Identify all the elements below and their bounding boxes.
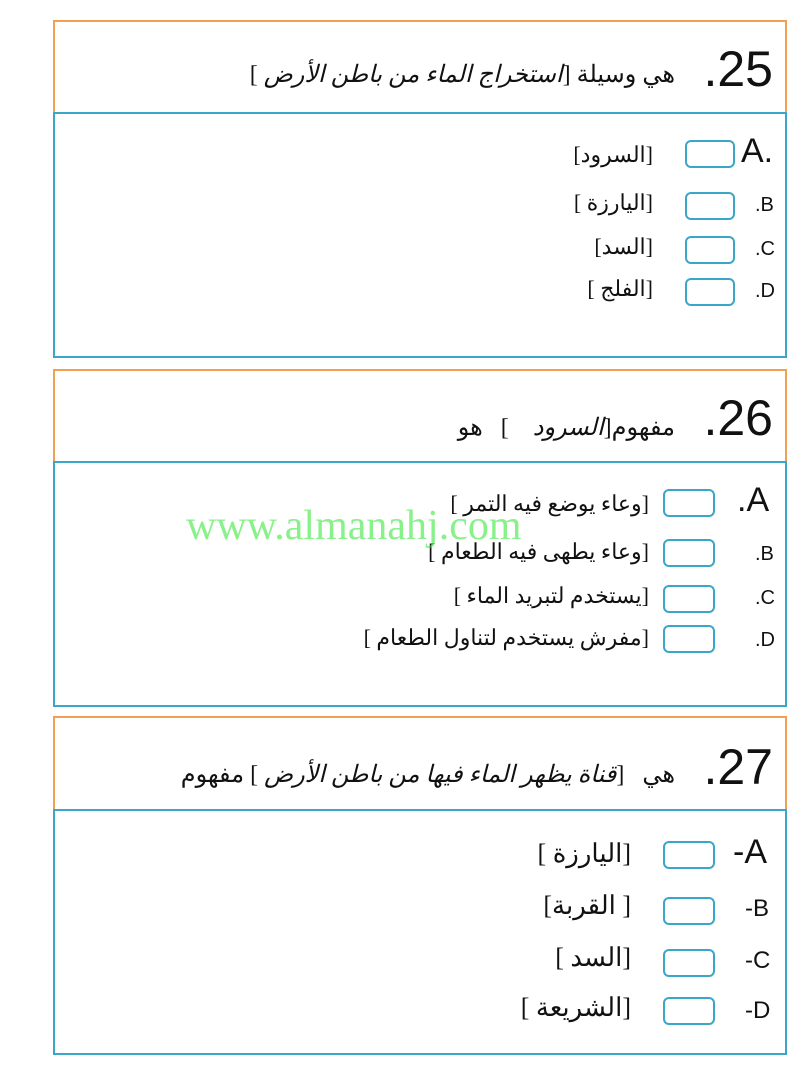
question-number: .26 (703, 390, 773, 446)
option-text: [السرود] (573, 142, 653, 167)
option-d[interactable] (55, 995, 785, 1025)
question-prefix: مفهوم (611, 415, 675, 441)
answer-checkbox[interactable] (663, 949, 715, 977)
question-emphasis: استخراج الماء من باطن الأرض (263, 62, 563, 88)
bracket-open: [ (616, 762, 625, 788)
bracket-close: ] (250, 762, 259, 788)
option-text: [وعاء يطهى فيه الطعام ] (428, 539, 649, 564)
answer-checkbox[interactable] (663, 489, 715, 517)
bracket-close: ] (249, 62, 258, 88)
option-c[interactable] (55, 234, 785, 264)
answer-checkbox[interactable] (685, 236, 735, 264)
question-text (458, 413, 675, 442)
option-label: .C (755, 238, 775, 260)
question-number: .25 (703, 41, 773, 97)
option-text: [اليارزة ] (573, 190, 653, 215)
option-text: [السد ] (555, 943, 631, 972)
question-25-header (53, 20, 787, 114)
question-27-answers (53, 809, 787, 1055)
option-label: -B (745, 895, 769, 922)
option-a[interactable] (55, 833, 785, 871)
option-d[interactable] (55, 276, 785, 306)
option-text: [اليارزة ] (537, 839, 631, 868)
answer-checkbox[interactable] (663, 897, 715, 925)
answer-checkbox[interactable] (663, 585, 715, 613)
question-suffix: مفهوم (180, 762, 245, 788)
question-emphasis: قناة يظهر الماء فيها من باطن الأرض (264, 762, 617, 788)
answer-checkbox[interactable] (663, 539, 715, 567)
option-d[interactable] (55, 625, 785, 655)
bracket-open: [ (562, 62, 571, 88)
answer-checkbox[interactable] (663, 997, 715, 1025)
option-label: .C (755, 587, 775, 609)
option-label: .B (755, 194, 774, 216)
option-text: [الفلج ] (587, 276, 653, 301)
question-prefix: هي (642, 762, 675, 788)
option-label: .B (755, 543, 774, 565)
question-26-header (53, 369, 787, 463)
answer-checkbox[interactable] (685, 192, 735, 220)
option-text: [وعاء يوضع فيه التمر ] (450, 491, 649, 516)
question-25-answers (53, 112, 787, 358)
option-text: [يستخدم لتبريد الماء ] (453, 583, 649, 608)
answer-checkbox[interactable] (685, 140, 735, 168)
watermark: www.almanahj.com (186, 503, 522, 549)
answer-checkbox[interactable] (663, 625, 715, 653)
option-label: .A (737, 481, 770, 519)
question-text (250, 60, 675, 89)
question-text (181, 760, 675, 789)
option-text: [ القربة] (543, 891, 631, 920)
option-label: A. (741, 132, 774, 170)
question-prefix: هي وسيلة (576, 62, 675, 88)
bracket-open: [ (603, 415, 612, 441)
bracket-close: ] (500, 415, 509, 441)
option-label: -D (745, 997, 771, 1024)
question-27-header (53, 716, 787, 812)
option-label: .D (755, 629, 775, 651)
option-label: .D (755, 280, 775, 302)
option-label: -A (733, 833, 767, 871)
option-b[interactable] (55, 893, 785, 923)
option-text: [الشريعة ] (520, 993, 631, 1022)
question-26-answers (53, 461, 787, 707)
question-suffix: هو (457, 415, 483, 441)
answer-checkbox[interactable] (685, 278, 735, 306)
question-number: .27 (703, 739, 773, 795)
option-text: [مفرش يستخدم لتناول الطعام ] (363, 625, 649, 650)
option-b[interactable] (55, 190, 785, 220)
option-c[interactable] (55, 583, 785, 613)
option-label: -C (745, 947, 771, 974)
answer-checkbox[interactable] (663, 841, 715, 869)
question-emphasis: السرود (532, 415, 604, 441)
option-text: [السد] (594, 234, 653, 259)
option-a[interactable] (55, 132, 785, 170)
option-c[interactable] (55, 945, 785, 975)
